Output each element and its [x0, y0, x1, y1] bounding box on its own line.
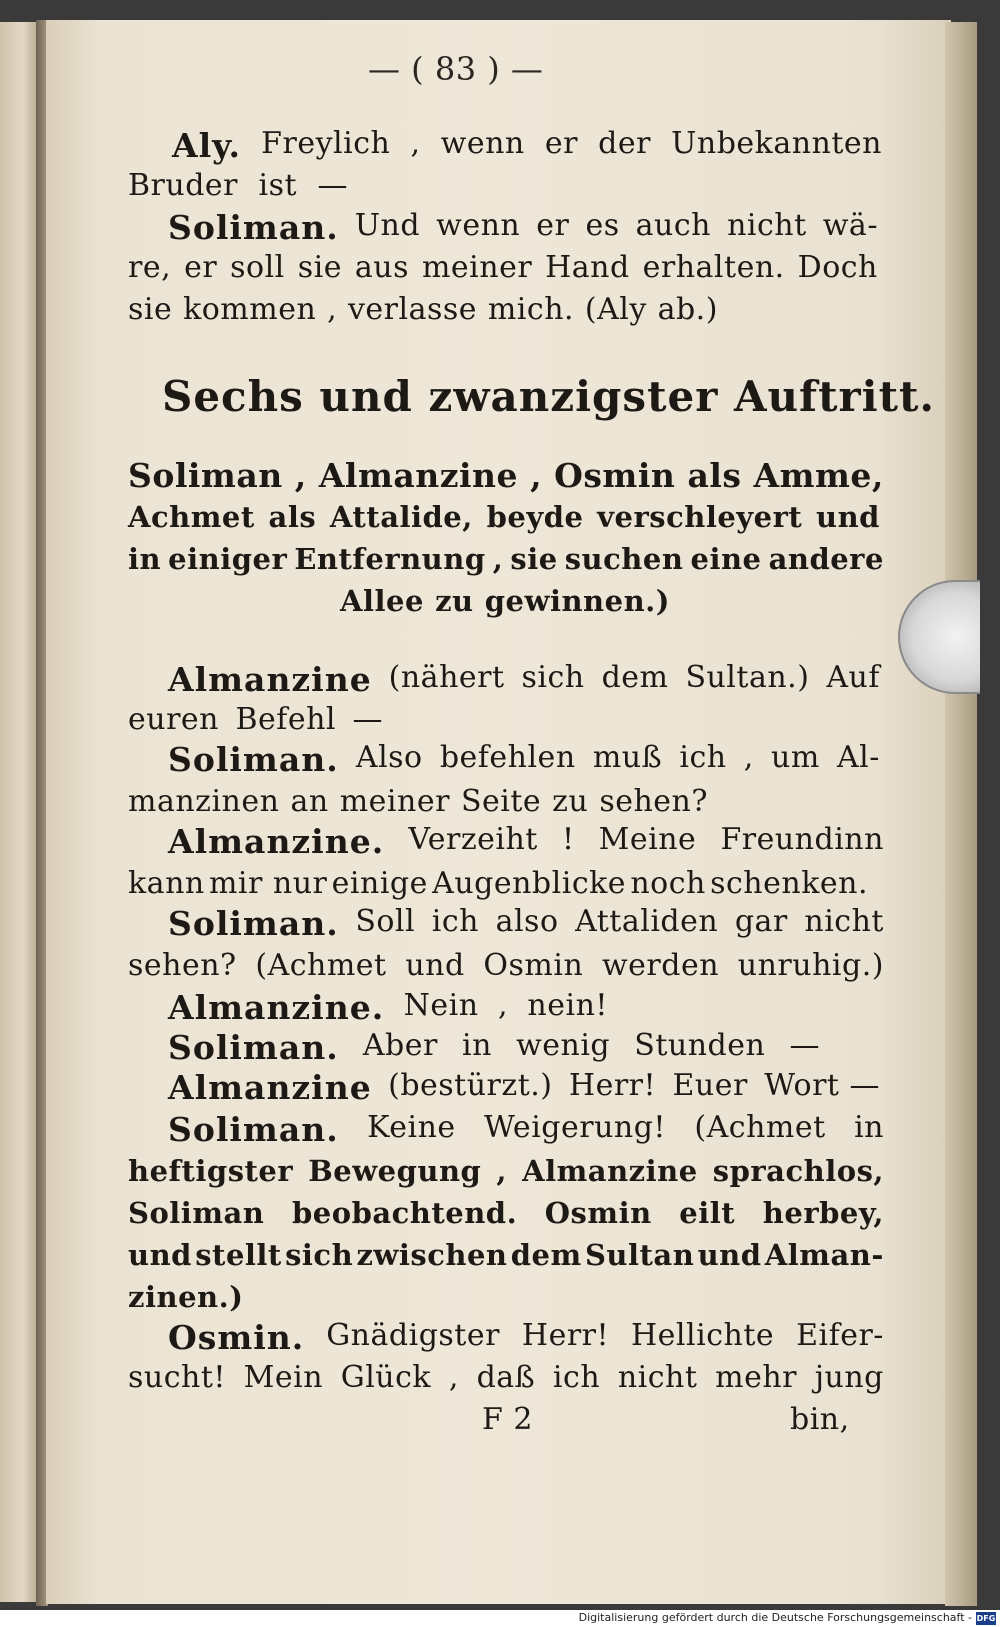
dialogue-line — [128, 1196, 884, 1230]
word: Herr! — [521, 1318, 610, 1353]
word: werden — [601, 948, 720, 983]
word: (Aly — [584, 292, 647, 327]
word: Weigerung! — [484, 1110, 666, 1145]
word: , — [294, 456, 307, 495]
word: Soliman. — [168, 208, 339, 247]
word: Auf — [826, 660, 880, 695]
word: , — [492, 542, 504, 576]
text-line — [128, 250, 878, 285]
word: Soliman. — [168, 740, 339, 779]
dfg-logo: DFG — [976, 1614, 996, 1623]
word: Unbekannten — [671, 126, 882, 161]
cast-line — [340, 584, 670, 618]
word: sie — [128, 292, 173, 327]
scene-title: Sechs und zwanzigster Auftritt. — [162, 372, 936, 421]
text-line — [172, 126, 882, 165]
word: Mein — [243, 1360, 324, 1395]
word: Sultan — [584, 1238, 695, 1272]
word: Bewegung — [308, 1154, 482, 1188]
dialogue-line — [168, 904, 884, 943]
word: mich. — [487, 292, 575, 327]
word: aus — [354, 250, 410, 285]
word: wenn — [440, 126, 525, 161]
word: Hand — [545, 250, 630, 285]
word: Almanzine. — [168, 822, 385, 861]
cast-line — [128, 456, 884, 495]
word: ist — [258, 168, 298, 203]
word: Eifer- — [796, 1318, 884, 1353]
word: Osmin — [544, 1196, 652, 1230]
word: zu — [435, 584, 474, 618]
word: es — [585, 208, 620, 243]
dialogue-line — [128, 1238, 884, 1272]
word: zwischen — [356, 1238, 508, 1272]
word: Glück — [340, 1360, 432, 1395]
word: Amme, — [753, 456, 884, 495]
word: verschleyert — [597, 500, 803, 534]
word: Soll — [355, 904, 416, 939]
word: soll — [230, 250, 285, 285]
word: Sultan.) — [685, 660, 810, 695]
word: eilt — [679, 1196, 736, 1230]
word: Aber — [362, 1028, 438, 1063]
word: nein! — [527, 988, 608, 1023]
word: als — [268, 500, 317, 534]
word: Osmin. — [168, 1318, 305, 1357]
word: Aly. — [172, 126, 242, 165]
word: , — [743, 740, 754, 775]
dialogue-line — [168, 660, 880, 699]
word: , — [496, 1154, 508, 1188]
word: Almanzine — [168, 1068, 372, 1107]
word: Augenblicke — [432, 866, 627, 901]
dialogue-line — [128, 784, 708, 819]
word: Attalide, — [329, 500, 473, 534]
word: Almanzine — [318, 456, 519, 495]
word: und — [697, 1238, 762, 1272]
word: sucht! — [128, 1360, 226, 1395]
word: herbey, — [762, 1196, 884, 1230]
word: in — [461, 1028, 492, 1063]
word: manzinen — [128, 784, 280, 819]
word: Almanzine — [522, 1154, 698, 1188]
word: Euer — [672, 1068, 748, 1103]
word: Herr! — [568, 1068, 657, 1103]
word: um — [771, 740, 820, 775]
text-line — [128, 168, 348, 203]
dialogue-line — [168, 988, 608, 1027]
word: Befehl — [235, 702, 337, 737]
page-number: — ( 83 ) — — [368, 50, 544, 88]
word: noch — [630, 866, 706, 901]
word: als — [687, 456, 742, 495]
word: Osmin — [554, 456, 676, 495]
word: Stunden — [634, 1028, 766, 1063]
word: wenig — [516, 1028, 611, 1063]
word: Achmet — [128, 500, 255, 534]
word: muß — [592, 740, 663, 775]
word: beobachtend. — [292, 1196, 518, 1230]
word: Doch — [797, 250, 878, 285]
text-line — [128, 292, 718, 327]
word: wä- — [822, 208, 878, 243]
word: an — [290, 784, 329, 819]
word: suchen — [564, 542, 684, 576]
word: heftigster — [128, 1154, 294, 1188]
word: Almanzine. — [168, 988, 385, 1027]
word: (Achmet — [255, 948, 387, 983]
word: Almanzine — [168, 660, 372, 699]
word: nicht — [727, 208, 807, 243]
dialogue-line — [128, 1360, 884, 1395]
word: sich — [521, 660, 585, 695]
word: gewinnen.) — [484, 584, 670, 618]
word: Verzeiht — [408, 822, 538, 857]
left-page-edge — [0, 22, 38, 1602]
word: kann — [128, 866, 205, 901]
word: und — [128, 1238, 192, 1272]
word: — — [352, 702, 383, 737]
word: Freundinn — [720, 822, 884, 857]
word: sie — [297, 250, 342, 285]
word: Keine — [367, 1110, 456, 1145]
word: Allee — [340, 584, 424, 618]
dialogue-line — [128, 702, 383, 737]
word: eine — [690, 542, 762, 576]
dialogue-line — [128, 1280, 244, 1314]
dialogue-line — [168, 1110, 884, 1149]
digitization-footer — [0, 1610, 1000, 1627]
word: Entfernung — [294, 542, 486, 576]
word: stellt — [195, 1238, 282, 1272]
word: Soliman. — [168, 1110, 339, 1149]
word: sehen? — [599, 784, 708, 819]
word: ! — [561, 822, 575, 857]
dialogue-line — [168, 1318, 884, 1357]
word: also — [495, 904, 559, 939]
word: Hellichte — [631, 1318, 775, 1353]
word: ich — [552, 1360, 601, 1395]
word: erhalten. — [642, 250, 785, 285]
cast-line — [128, 542, 884, 576]
word: Soliman — [128, 1196, 265, 1230]
word: nicht — [804, 904, 884, 939]
word: re, — [128, 250, 172, 285]
word: jung — [814, 1360, 884, 1395]
word: mehr — [715, 1360, 798, 1395]
word: einige — [331, 866, 428, 901]
word: gar — [734, 904, 788, 939]
cast-line — [128, 500, 880, 534]
word: (bestürzt.) — [388, 1068, 553, 1103]
dialogue-line — [168, 822, 884, 861]
word: er — [544, 126, 578, 161]
word: Bruder — [128, 168, 239, 203]
word: (nähert — [388, 660, 505, 695]
word: auch — [635, 208, 712, 243]
word: sehen? — [128, 948, 237, 983]
word: Meine — [598, 822, 697, 857]
word: unruhig.) — [737, 948, 884, 983]
word: Gnädigster — [326, 1318, 500, 1353]
word: — — [789, 1028, 820, 1063]
word: Soliman — [128, 456, 283, 495]
word: zinen.) — [128, 1280, 244, 1314]
text-line — [168, 208, 878, 247]
word: Soliman. — [168, 904, 339, 943]
dialogue-line — [128, 948, 884, 983]
word: , — [410, 126, 421, 161]
word: sich — [285, 1238, 354, 1272]
footer-credit: Digitalisierung gefördert durch die Deutsche Forschungsgemeinschaft - — [578, 1611, 972, 1624]
word: euren — [128, 702, 219, 737]
word: mir nur — [208, 866, 328, 901]
word: , — [327, 292, 338, 327]
word: beyde — [486, 500, 584, 534]
word: und — [816, 500, 880, 534]
word: , — [448, 1360, 459, 1395]
word: Also — [355, 740, 423, 775]
word: ab.) — [657, 292, 718, 327]
word: meiner — [339, 784, 450, 819]
dialogue-line — [128, 866, 868, 901]
word: nicht — [617, 1360, 698, 1395]
word: Soliman. — [168, 1028, 339, 1067]
dialogue-line — [128, 1154, 884, 1188]
word: sprachlos, — [712, 1154, 884, 1188]
word: Alman- — [764, 1238, 884, 1272]
dialogue-line — [168, 1028, 820, 1067]
word: dem — [510, 1238, 582, 1272]
dialogue-line — [168, 740, 880, 779]
word: kommen — [183, 292, 317, 327]
word: in — [128, 542, 162, 576]
word: meiner — [421, 250, 533, 285]
dialogue-line — [168, 1068, 880, 1107]
word: Al- — [837, 740, 880, 775]
word: ich — [679, 740, 727, 775]
word: ich — [431, 904, 479, 939]
word: andere — [768, 542, 884, 576]
word: daß — [476, 1360, 536, 1395]
word: Osmin — [483, 948, 584, 983]
word: (Achmet — [694, 1110, 826, 1145]
word: einiger — [168, 542, 288, 576]
signature-mark: F 2 — [482, 1402, 533, 1437]
word: in — [854, 1110, 884, 1145]
catchword: bin, — [790, 1402, 850, 1437]
right-page-edge — [945, 22, 977, 1606]
word: Nein — [403, 988, 479, 1023]
word: schenken. — [710, 866, 868, 901]
word: er — [184, 250, 218, 285]
word: , — [530, 456, 543, 495]
word: , — [497, 988, 508, 1023]
word: verlasse — [347, 292, 478, 327]
word: und — [405, 948, 465, 983]
word: er — [536, 208, 570, 243]
word: sie — [510, 542, 558, 576]
word: Attaliden — [575, 904, 719, 939]
word: Und — [354, 208, 421, 243]
word: wenn — [436, 208, 521, 243]
word: befehlen — [439, 740, 576, 775]
word: Freylich — [261, 126, 391, 161]
word: Seite — [460, 784, 542, 819]
word: — — [317, 168, 348, 203]
word: dem — [601, 660, 669, 695]
word: der — [598, 126, 651, 161]
word: zu — [552, 784, 589, 819]
word: Wort — — [764, 1068, 880, 1103]
